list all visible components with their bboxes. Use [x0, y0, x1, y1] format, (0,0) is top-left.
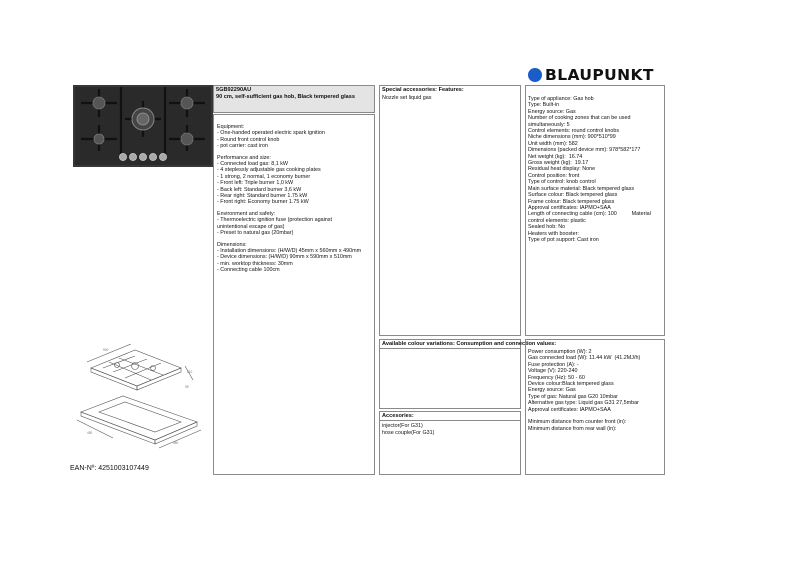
spec-line: Frame colour: Black tempered glass	[528, 198, 615, 205]
model-number: 5GB92290AU	[216, 87, 252, 93]
spec-line: Unit width (mm): 582	[528, 140, 578, 147]
spec-line: Type of gas: Natural gas G20 10mbar	[528, 393, 618, 400]
spec-line: Sealed hob: No	[528, 224, 566, 231]
spec-line: Minimum distance from counter front (in):	[528, 419, 627, 426]
spec-line: simultaneously: 5	[528, 121, 570, 128]
spec-line: Niche dimensions (mm): 900*510*99	[528, 134, 616, 141]
environment-item: - Thermoelectric ignition fuse (protection against	[217, 217, 332, 224]
dimensions-section	[217, 242, 371, 274]
spec-line: control elements: plastic	[528, 217, 586, 224]
spec-line: Length of connecting cable (cm): 100 Material	[528, 211, 651, 218]
environment-heading: Environment and safety:	[217, 210, 276, 217]
performance-item: - Connected load gas: 8,1 kW	[217, 161, 289, 168]
features-box	[379, 85, 521, 336]
equipment-item: - pot carrier: cast iron	[217, 143, 268, 150]
spec-line: Heaters with booster:	[528, 230, 579, 237]
spec-line: Type of pot support: Cast iron	[528, 236, 599, 243]
svg-text:490: 490	[87, 431, 93, 435]
performance-item: - Front left: Triple burner 1,0 kW	[217, 180, 294, 187]
equipment-section	[217, 124, 371, 150]
spec-line: Dimensions (packed device mm): 978*582*177	[528, 147, 641, 154]
spec-line: Minimum distance from rear wall (in):	[528, 425, 617, 432]
spec-line: Gross weight (kg): 19.17	[528, 160, 589, 167]
spec-line: Fuse protection (A): -	[528, 361, 579, 368]
spec-line: Device colour:Black tempered glass	[528, 381, 614, 388]
brand-logo	[528, 65, 654, 84]
spec-line: Type: Built-in	[528, 102, 560, 109]
environment-item: unintentional escape of gas)	[217, 223, 285, 230]
spec-line: Main surface material: Black tempered glass	[528, 185, 635, 192]
gas-hob-photo	[73, 85, 213, 167]
environment-item: - Preset to natural gas (20mbar)	[217, 230, 294, 237]
svg-text:900: 900	[103, 348, 109, 352]
spec-line: Voltage (V): 220-240	[528, 368, 578, 375]
features-header: Special accessories: Features:	[382, 87, 464, 93]
performance-item: - Front right: Economy burner 1.75 kW	[217, 199, 309, 206]
spec-line: Energy source: Gas	[528, 108, 576, 115]
performance-section	[217, 155, 371, 206]
spec-line: Control elements: round control knobs	[528, 128, 620, 135]
spec-line: Surface colour: Black tempered glass	[528, 192, 618, 199]
spec-line: Number of cooking zones that can be used	[528, 115, 631, 122]
features-text: Nozzle set liquid gas	[382, 95, 432, 102]
specs-bottom-box	[525, 339, 665, 475]
spec-line: Type of control: knob control	[528, 179, 596, 186]
ean-number: EAN-Nº: 4251003107449	[70, 465, 149, 472]
dimensions-item: - Installation dimensions: (H/W/D) 45mm x 560mm x 490mm	[217, 247, 362, 254]
product-title: 90 cm, self-sufficient gas hob, Black tempered glass	[216, 94, 355, 101]
svg-text:510: 510	[187, 370, 193, 374]
specs-top-box	[525, 85, 665, 336]
accessory-item: hose couple(For G31)	[382, 429, 435, 436]
spec-line: Energy source: Gas	[528, 387, 576, 394]
product-header	[213, 85, 375, 113]
spec-line: Type of appliance: Gas hob	[528, 96, 594, 102]
environment-section	[217, 211, 371, 237]
performance-heading: Performance and size:	[217, 154, 271, 161]
colour-variations-header: Available colour variations: Consumption and connection values:	[380, 340, 520, 349]
accessory-item: injector(For G31)	[382, 423, 423, 430]
spec-line: Approval certificates: IAPMO+SAA	[528, 406, 611, 413]
spec-line: Residual heat display: None	[528, 166, 596, 173]
dimensions-item: - Device dimensions: (H/W/D) 90mm x 590mm x 510mm	[217, 254, 352, 261]
performance-item: - 4 steplessly adjustable gas cooking plates	[217, 167, 321, 174]
accessories-header: Accesories:	[380, 412, 520, 421]
equipment-item: - One-handed operated electric spark ignition	[217, 130, 325, 137]
spec-line: Alternative gas type: Liquid gas G31 27,5mbar	[528, 400, 639, 407]
accessories-box	[379, 411, 521, 475]
dimensions-item: - min. worktop thickness: 30mm	[217, 260, 293, 267]
spec-line: Power consumption (W): 2	[528, 349, 592, 355]
blaupunkt-dot-icon	[528, 68, 542, 82]
spec-line: Frequency (Hz): 50 - 60	[528, 374, 585, 381]
svg-text:99: 99	[185, 385, 189, 389]
performance-item: - Back left: Standard burner 3,6 kW	[217, 186, 302, 193]
performance-item: - 1 strong, 2 normal, 1 economy burner	[217, 173, 311, 180]
equipment-item: - Round front control knob	[217, 136, 280, 143]
installation-diagram	[73, 340, 205, 450]
dimensions-item: - Connecting cable 100cm	[217, 267, 280, 274]
product-description	[213, 114, 375, 475]
svg-text:560: 560	[173, 441, 179, 445]
brand-name: BLAUPUNKT	[545, 65, 654, 84]
spec-line: Gas connected load (W): 11.44 kW (41.2MJ/h)	[528, 355, 641, 362]
spec-line: Net weight (kg): 16.74	[528, 153, 583, 160]
spec-line: Control position: front	[528, 172, 580, 179]
dimensions-heading: Dimensions:	[217, 241, 247, 248]
performance-item: - Rear right: Standard burner 1.75 kW	[217, 193, 308, 200]
equipment-heading: Equipment:	[217, 124, 245, 130]
spec-line: Approval certificates: IAPMO+SAA	[528, 204, 611, 211]
